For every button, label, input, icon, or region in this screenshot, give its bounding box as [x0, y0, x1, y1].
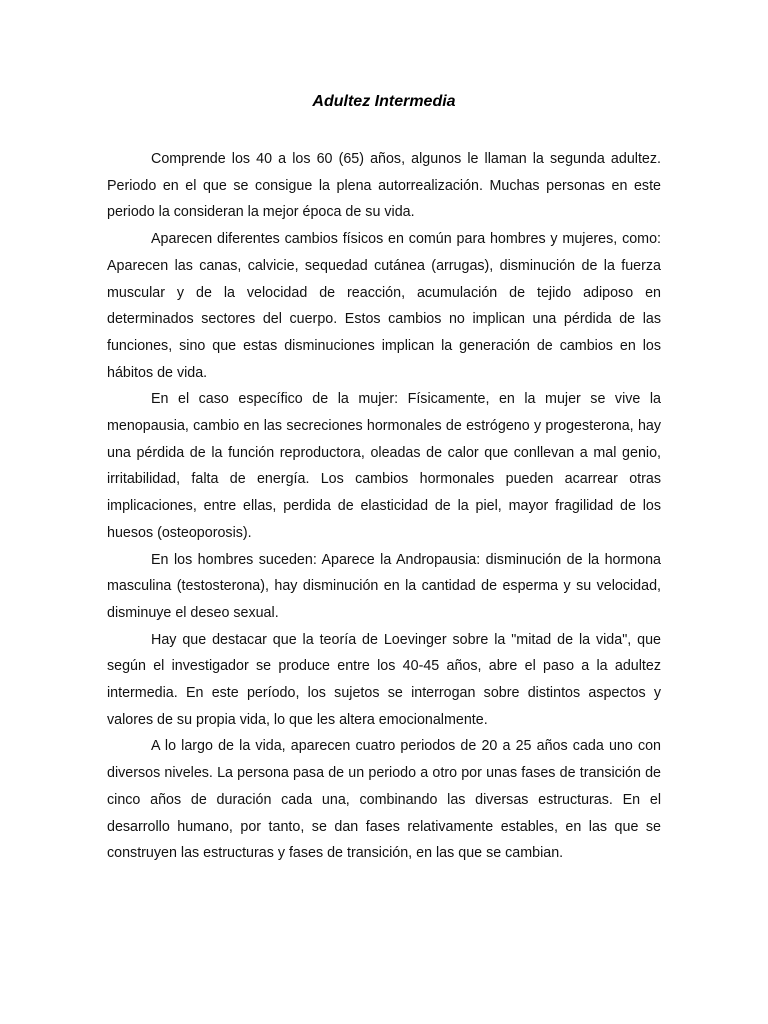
paragraph-women: En el caso específico de la mujer: Físicamente, en la mujer se vive la menopausia, cambio en las secreciones hormonales de estrógeno y progesterona, hay una pérdida de la función reproductora, oleadas de calor que conllevan a mal genio, irritabilidad, falta de energía. Los cambios hormonales pueden acarrear otras implicaciones, entre ellas, perdida de elasticidad de la piel, mayor fragilidad de los huesos (osteoporosis).: [107, 391, 661, 541]
paragraph-physical-changes: Aparecen diferentes cambios físicos en común para hombres y mujeres, como: Aparecen las canas, calvicie, sequedad cutánea (arrugas), disminución de la fuerza muscular y de la velocidad de reacción, acumulación de tejido adiposo en determinados sectores del cuerpo. Estos cambios no implican una pérdida de las funciones, sino que estas disminuciones implican la generación de cambios en los hábitos de vida.: [107, 231, 661, 381]
paragraph-life-periods: A lo largo de la vida, aparecen cuatro periodos de 20 a 25 años cada uno con diversos niveles. La persona pasa de un periodo a otro por unas fases de transición de cinco años de duración cada una, combinando las diversas estructuras. En el desarrollo humano, por tanto, se dan fases relativamente estables, en las que se construyen las estructuras y fases de transición, en las que se cambian.: [107, 738, 661, 862]
paragraph-men: En los hombres suceden: Aparece la Andropausia: disminución de la hormona masculina (testosterona), hay disminución en la cantidad de esperma y su velocidad, disminuye el deseo sexual.: [107, 551, 661, 621]
paragraph-loevinger: Hay que destacar que la teoría de Loevinger sobre la "mitad de la vida", que según el investigador se produce entre los 40-45 años, abre el paso a la adultez intermedia. En este período, los sujetos se interrogan sobre distintos aspectos y valores de su propia vida, lo que les altera emocionalmente.: [107, 631, 661, 728]
document-body: [107, 146, 661, 867]
document-title: Adultez Intermedia: [312, 93, 456, 110]
paragraph-intro: Comprende los 40 a los 60 (65) años, algunos le llaman la segunda adultez. Periodo en el que se consigue la plena autorrealización. Muchas personas en este periodo la consideran la mejor época de su vida.: [107, 151, 661, 221]
